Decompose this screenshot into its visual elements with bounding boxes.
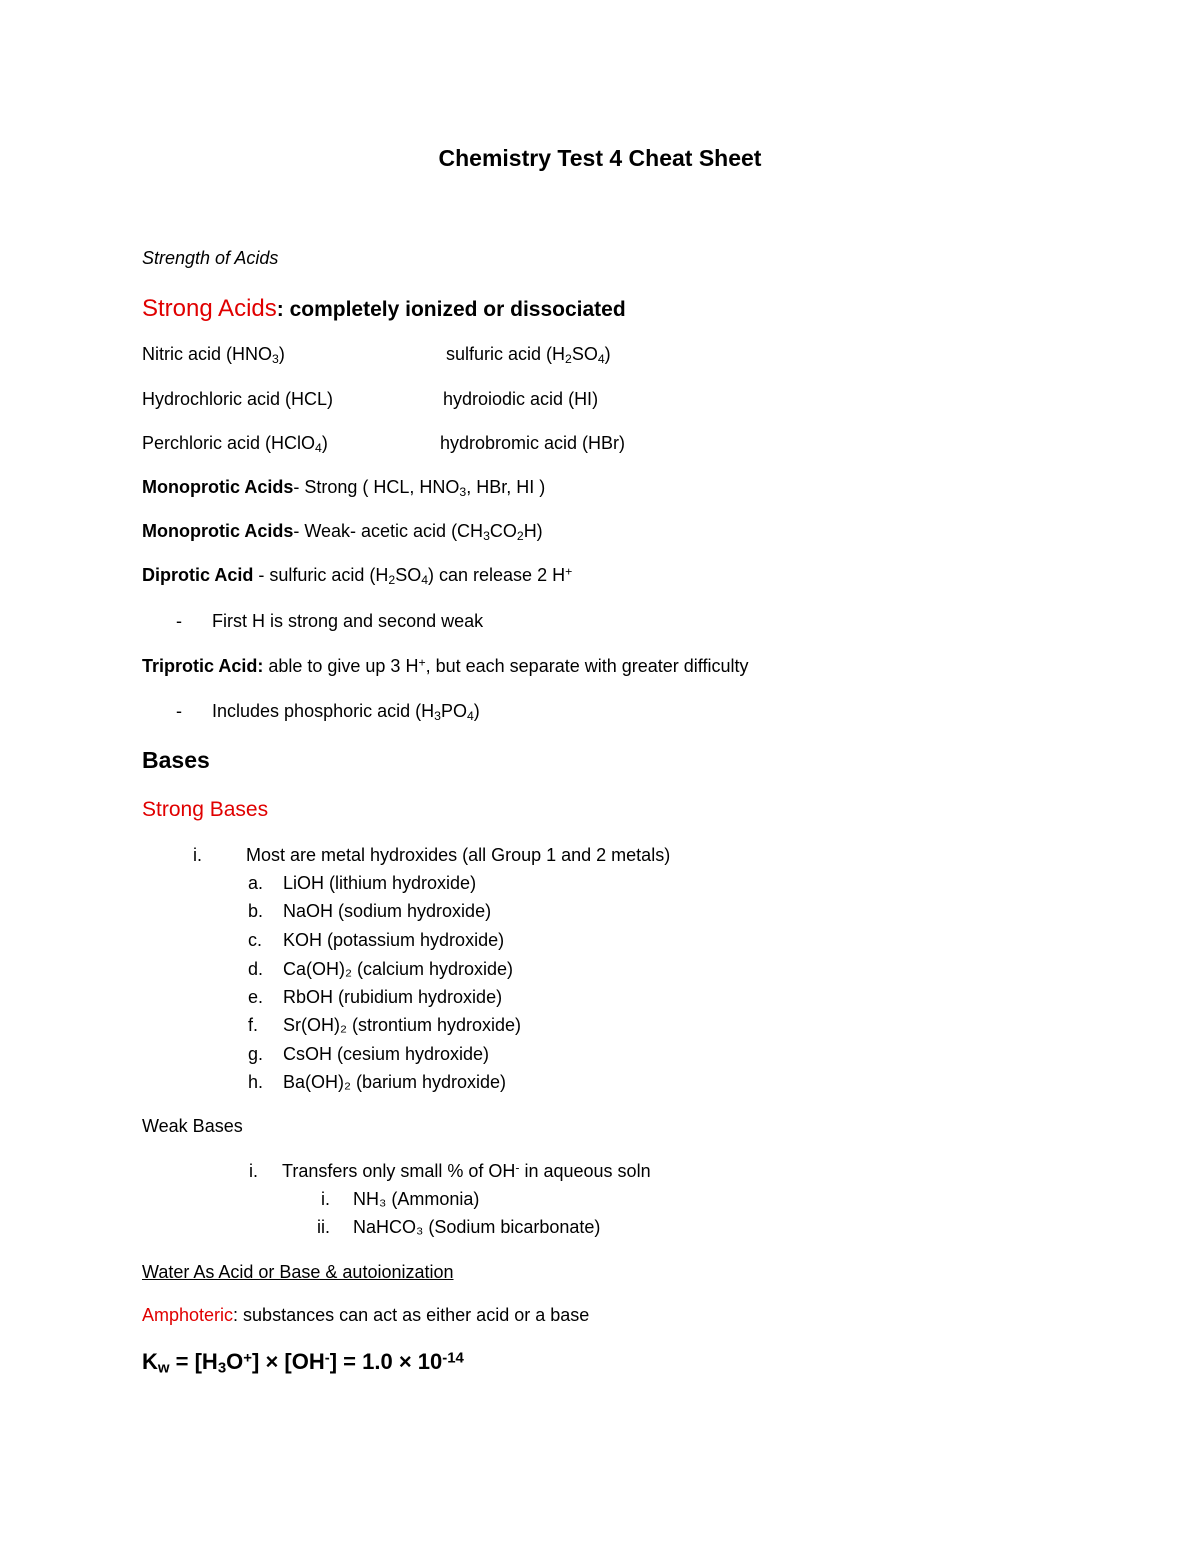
diprotic-note: First H is strong and second weak — [212, 611, 484, 631]
page-title: Chemistry Test 4 Cheat Sheet — [438, 145, 762, 171]
base-item: Ba(OH)₂ (barium hydroxide) — [283, 1072, 507, 1092]
acid-hydroiodic: hydroiodic acid (HI) — [443, 389, 599, 409]
base-item: LiOH (lithium hydroxide) — [283, 873, 477, 893]
base-item-num: c. — [248, 930, 263, 950]
amphoteric-line: Amphoteric: substances can act as either acid or a base — [142, 1305, 590, 1325]
strong-acids-desc: : completely ionized or dissociated — [276, 298, 626, 321]
base-item-num: e. — [248, 987, 264, 1007]
diprotic-note-dash: - — [176, 611, 182, 631]
section-strength-of-acids: Strength of Acids — [142, 248, 279, 268]
base-item: KOH (potassium hydroxide) — [283, 930, 505, 950]
weak-bases-heading: Weak Bases — [142, 1116, 243, 1136]
base-item: CsOH (cesium hydroxide) — [283, 1044, 490, 1064]
acid-perchloric: Perchloric acid (HClO$_4$) — [142, 433, 328, 456]
strong-acids-heading: Strong Acids — [142, 295, 277, 322]
monoprotic-weak: Monoprotic Acids- Weak- acetic acid $(CH_3CO_2H)$ — [142, 521, 543, 544]
diprotic-acid: Diprotic Acid - sulfuric acid $(H_2SO_4)$ can release 2 H+ — [142, 564, 573, 588]
base-item-num: g. — [248, 1044, 264, 1064]
weak-bases-main-num: i. — [249, 1161, 258, 1181]
acid-nitric: Nitric acid $(HNO_3)$ — [142, 344, 285, 367]
weak-bases-main: Transfers only small % of OH- in aqueous soln — [282, 1160, 651, 1181]
base-item-num: h. — [248, 1072, 264, 1092]
weak-base-item: NH₃ (Ammonia) — [353, 1189, 480, 1209]
monoprotic-strong: Monoprotic Acids- Strong ( HCL, $HNO_3$, HBr, HI ) — [142, 477, 546, 500]
triprotic-note: Includes phosphoric acid $(H_3PO_4)$ — [212, 701, 480, 724]
strong-acids-line — [142, 295, 626, 323]
base-item: RbOH (rubidium hydroxide) — [283, 987, 503, 1007]
base-item-num: a. — [248, 873, 264, 893]
base-item: NaOH (sodium hydroxide) — [283, 901, 492, 921]
strong-bases-main-num: i. — [193, 845, 202, 865]
triprotic-note-dash: - — [176, 701, 182, 721]
strong-bases-heading: Strong Bases — [142, 798, 269, 821]
base-item: Sr(OH)₂ (strontium hydroxide) — [283, 1015, 522, 1035]
acid-hydrochloric: Hydrochloric acid (HCL) — [142, 389, 334, 409]
triprotic-acid: Triprotic Acid: able to give up 3 H+, but each separate with greater difficulty — [142, 655, 749, 676]
weak-base-item-num: ii. — [317, 1217, 330, 1237]
acid-hydrobromic: hydrobromic acid (HBr) — [440, 433, 626, 453]
bases-heading: Bases — [142, 747, 210, 773]
kw-formula: $K_w = [H_3O^+] \times [OH^-] = 1.0 \times 10^{-14}$ — [142, 1349, 464, 1377]
base-item: Ca(OH)₂ (calcium hydroxide) — [283, 959, 514, 979]
weak-base-item-num: i. — [321, 1189, 330, 1209]
base-item-num: f. — [248, 1015, 259, 1035]
base-item-num: d. — [248, 959, 264, 979]
weak-base-item: NaHCO₃ (Sodium bicarbonate) — [353, 1217, 601, 1237]
base-item-num: b. — [248, 901, 264, 921]
acid-sulfuric: sulfuric acid $(H_2SO_4)$ — [446, 344, 611, 367]
water-heading: Water As Acid or Base & autoionization — [142, 1262, 454, 1282]
strong-bases-main: Most are metal hydroxides (all Group 1 and 2 metals) — [246, 845, 671, 865]
